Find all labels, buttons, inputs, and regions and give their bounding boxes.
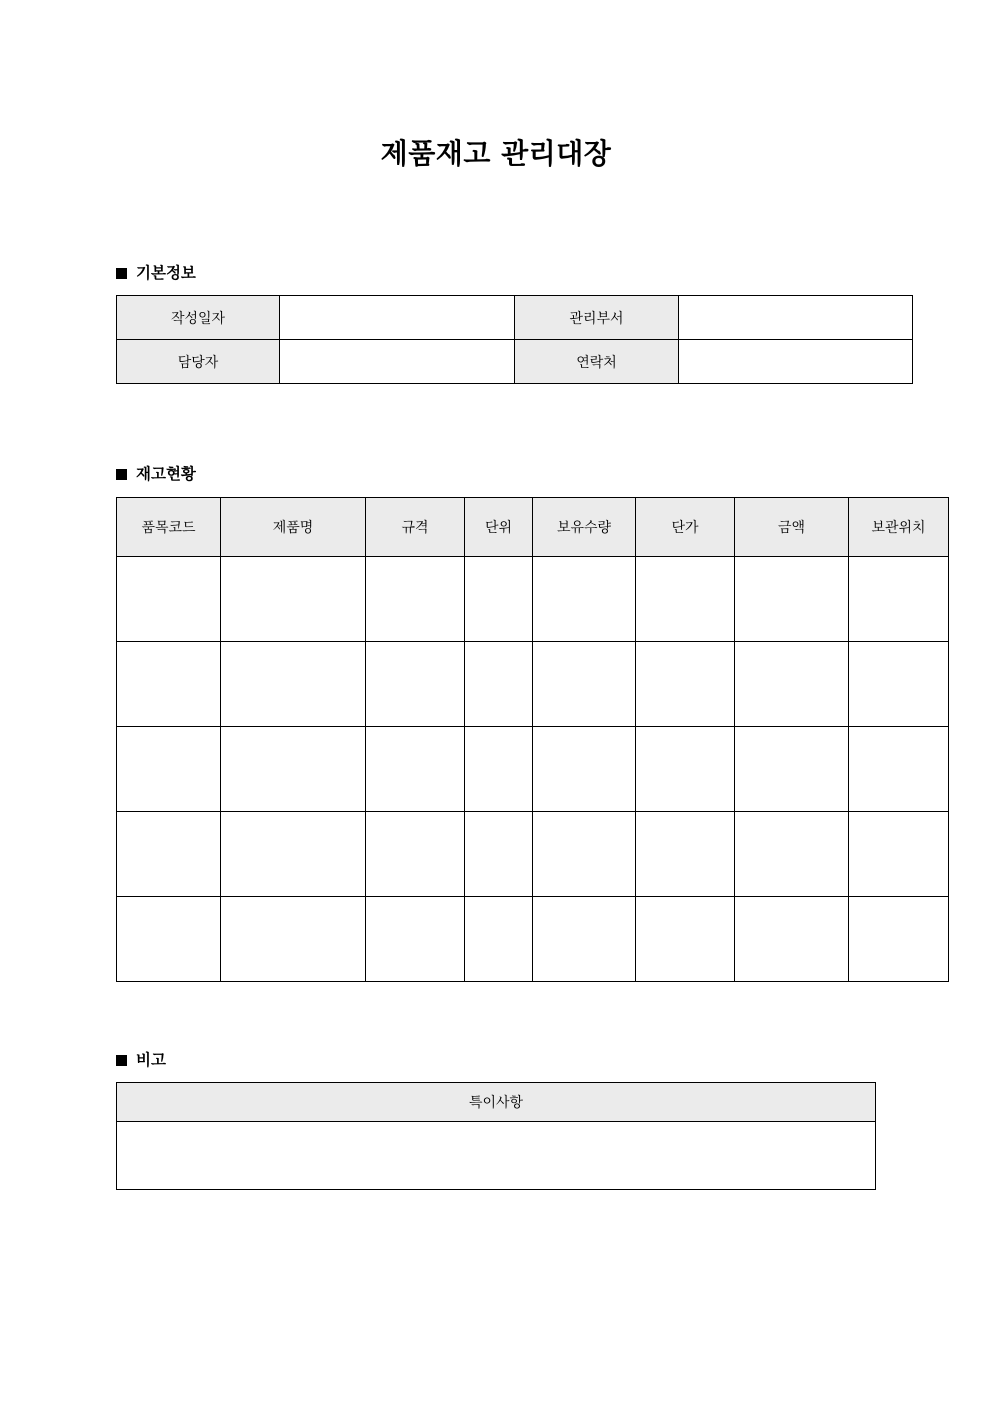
- cell-item-code[interactable]: [117, 896, 221, 981]
- cell-location[interactable]: [849, 811, 949, 896]
- basic-label-date: 작성일자: [117, 296, 280, 340]
- table-row: [117, 556, 949, 641]
- cell-location[interactable]: [849, 556, 949, 641]
- cell-spec[interactable]: [366, 641, 465, 726]
- column-header-spec: 규격: [366, 497, 465, 556]
- basic-field-date[interactable]: [280, 296, 515, 340]
- basic-field-contact[interactable]: [679, 340, 913, 384]
- section-heading-basic: [116, 263, 876, 282]
- table-row: [117, 641, 949, 726]
- cell-product-name[interactable]: [221, 811, 366, 896]
- cell-unit[interactable]: [465, 641, 533, 726]
- cell-amount[interactable]: [735, 556, 849, 641]
- column-header-item-code: 품목코드: [117, 497, 221, 556]
- square-bullet-icon: [116, 1055, 127, 1066]
- basic-info-table: [116, 295, 913, 384]
- cell-amount[interactable]: [735, 641, 849, 726]
- column-header-quantity: 보유수량: [533, 497, 636, 556]
- cell-quantity[interactable]: [533, 896, 636, 981]
- cell-unit[interactable]: [465, 726, 533, 811]
- cell-item-code[interactable]: [117, 556, 221, 641]
- cell-item-code[interactable]: [117, 726, 221, 811]
- square-bullet-icon: [116, 268, 127, 279]
- basic-label-department: 관리부서: [515, 296, 679, 340]
- inventory-table: [116, 497, 949, 982]
- cell-unit-price[interactable]: [636, 811, 735, 896]
- column-header-amount: 금액: [735, 497, 849, 556]
- table-row: [117, 811, 949, 896]
- cell-location[interactable]: [849, 726, 949, 811]
- table-row: [117, 340, 913, 384]
- cell-item-code[interactable]: [117, 641, 221, 726]
- cell-location[interactable]: [849, 641, 949, 726]
- section-heading-basic-label: 기본정보: [136, 263, 196, 282]
- cell-amount[interactable]: [735, 896, 849, 981]
- page-title: 제품재고 관리대장: [380, 137, 612, 170]
- cell-spec[interactable]: [366, 896, 465, 981]
- cell-unit-price[interactable]: [636, 726, 735, 811]
- basic-field-department[interactable]: [679, 296, 913, 340]
- cell-amount[interactable]: [735, 811, 849, 896]
- cell-product-name[interactable]: [221, 556, 366, 641]
- cell-spec[interactable]: [366, 556, 465, 641]
- column-header-unit-price: 단가: [636, 497, 735, 556]
- section-heading-inventory-label: 재고현황: [136, 465, 196, 484]
- cell-quantity[interactable]: [533, 811, 636, 896]
- cell-item-code[interactable]: [117, 811, 221, 896]
- cell-unit-price[interactable]: [636, 556, 735, 641]
- table-row: [117, 726, 949, 811]
- section-heading-inventory: [116, 467, 876, 483]
- column-header-product-name: 제품명: [221, 497, 366, 556]
- cell-product-name[interactable]: [221, 726, 366, 811]
- section-heading-remarks: [116, 1050, 876, 1069]
- cell-quantity[interactable]: [533, 641, 636, 726]
- cell-unit-price[interactable]: [636, 896, 735, 981]
- cell-unit[interactable]: [465, 811, 533, 896]
- table-header-row: [117, 1083, 876, 1122]
- cell-unit-price[interactable]: [636, 641, 735, 726]
- cell-location[interactable]: [849, 896, 949, 981]
- cell-amount[interactable]: [735, 726, 849, 811]
- cell-unit[interactable]: [465, 896, 533, 981]
- basic-label-contact: 연락처: [515, 340, 679, 384]
- table-row: [117, 296, 913, 340]
- table-header-row: [117, 497, 949, 556]
- cell-spec[interactable]: [366, 811, 465, 896]
- cell-product-name[interactable]: [221, 641, 366, 726]
- cell-product-name[interactable]: [221, 896, 366, 981]
- column-header-special-notes: 특이사항: [117, 1083, 876, 1122]
- column-header-location: 보관위치: [849, 497, 949, 556]
- basic-label-person: 담당자: [117, 340, 280, 384]
- cell-unit[interactable]: [465, 556, 533, 641]
- cell-quantity[interactable]: [533, 726, 636, 811]
- square-bullet-icon: [116, 469, 127, 480]
- remarks-table: [116, 1082, 876, 1190]
- cell-special-notes[interactable]: [117, 1122, 876, 1190]
- cell-quantity[interactable]: [533, 556, 636, 641]
- section-heading-remarks-label: 비고: [136, 1050, 166, 1069]
- cell-spec[interactable]: [366, 726, 465, 811]
- table-row: [117, 896, 949, 981]
- basic-field-person[interactable]: [280, 340, 515, 384]
- column-header-unit: 단위: [465, 497, 533, 556]
- table-row: [117, 1122, 876, 1190]
